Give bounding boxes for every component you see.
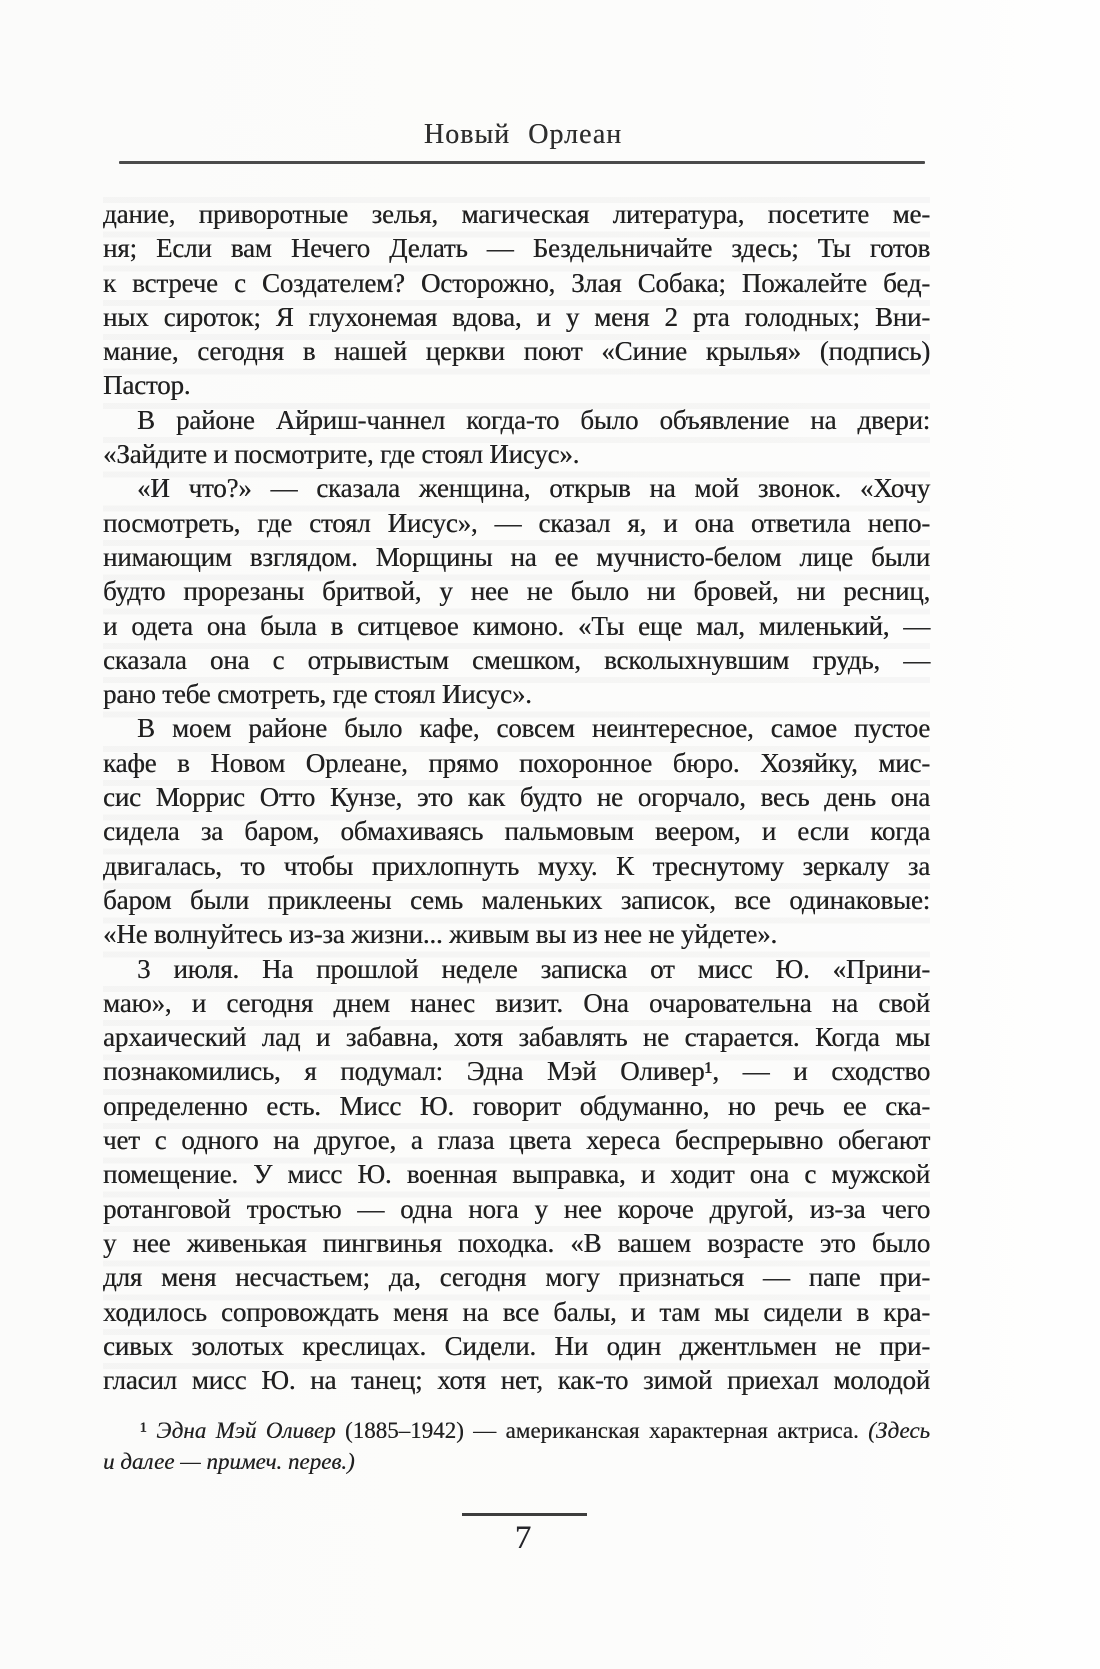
text-line: определенно есть. Мисс Ю. говорит обдуманно, но речь ее ска- [103,1090,930,1121]
text-line: ходилось сопровождать меня на все балы, и там мы сидели в кра- [103,1296,930,1327]
text-line: сис Моррис Отто Кунзе, это как будто не огорчало, весь день она [103,782,930,813]
text-line: ня; Если вам Нечего Делать — Бездельничайте здесь; Ты готов [103,233,930,264]
text-line: гласил мисс Ю. на танец; хотя нет, как-то зимой приехал молодой [103,1365,930,1396]
text-line: кафе в Новом Орлеане, прямо похоронное бюро. Хозяйку, мис- [103,747,930,778]
text-line: маю», и сегодня днем нанес визит. Она очаровательна на свой [103,987,930,1018]
text-line: 3 июля. На прошлой неделе записка от мисс Ю. «Прини- [137,953,930,984]
footnote-line [103,1446,930,1477]
text-line: познакомились, я подумал: Эдна Мэй Оливер¹, — и сходство [103,1056,930,1087]
text-line: сивых золотых креслицах. Сидели. Ни один джентльмен не при- [103,1330,930,1361]
text-line: «Зайдите и посмотрите, где стоял Иисус». [103,439,580,470]
footnote-italic-text: и далее — примеч. перев.) [103,1449,355,1474]
page-header-title: Новый Орлеан [423,119,623,150]
body-text [103,197,930,1397]
text-line: будто прорезаны бритвой, у нее не было ни бровей, ни ресниц, [103,576,930,607]
text-line: к встрече с Создателем? Осторожно, Злая Собака; Пожалейте бед- [103,267,930,298]
text-line: «Не волнуйтесь из-за жизни... живым вы из нее не уйдете». [103,919,777,950]
footnote [103,1415,930,1477]
text-line: В районе Айриш-чаннел когда-то было объявление на двери: [137,404,930,435]
text-line: у нее живенькая пингвинья походка. «В вашем возрасте это было [103,1227,930,1258]
text-line: рано тебе смотреть, где стоял Иисус». [103,679,532,710]
text-line: помещение. У мисс Ю. военная выправка, и ходит она с мужской [103,1159,930,1190]
text-line: двигалась, то чтобы прихлопнуть муху. К треснутому зеркалу за [103,850,930,881]
text-line: сказала она с отрывистым смешком, всколыхнувшим грудь, — [103,644,930,675]
footnote-italic-text: Эдна Мэй Оливер [156,1418,336,1443]
page-number-rule [462,1513,587,1516]
text-line: мание, сегодня в нашей церкви поют «Синие крылья» (подпись) [103,336,930,367]
text-line: ротанговой тростью — одна нога у нее короче другой, из-за чего [103,1193,930,1224]
footnote-text: ¹ [140,1418,157,1443]
header-rule [119,161,925,164]
text-line: для меня несчастьем; да, сегодня могу признаться — папе при- [103,1262,930,1293]
text-line: В моем районе было кафе, совсем неинтересное, самое пустое [137,713,930,744]
footnote-text: (1885–1942) — американская характерная актриса. [335,1418,869,1443]
text-line: «И что?» — сказала женщина, открыв на мой звонок. «Хочу [137,473,930,504]
text-line: Пастор. [103,370,191,401]
text-line: ных сироток; Я глухонемая вдова, и у меня 2 рта голодных; Вни- [103,301,930,332]
text-line: нимающим взглядом. Морщины на ее мучнисто-белом лице были [103,541,930,572]
text-line: баром были приклеены семь маленьких записок, все одинаковые: [103,884,930,915]
text-line: и одета она была в ситцевое кимоно. «Ты еще мал, миленький, — [103,610,930,641]
page-number: 7 [514,1520,532,1556]
footnote-line [103,1415,930,1446]
text-line: архаический лад и забавна, хотя забавлять не старается. Когда мы [103,1022,930,1053]
text-line: сидела за баром, обмахиваясь пальмовым веером, и если когда [103,816,930,847]
footnote-italic-text: (Здесь [868,1418,931,1443]
text-line: посмотреть, где стоял Иисус», — сказал я, и она ответила непо- [103,507,930,538]
text-line: чет с одного на другое, а глаза цвета хереса беспрерывно обегают [103,1125,930,1156]
text-line: дание, приворотные зелья, магическая литература, посетите ме- [103,199,930,229]
